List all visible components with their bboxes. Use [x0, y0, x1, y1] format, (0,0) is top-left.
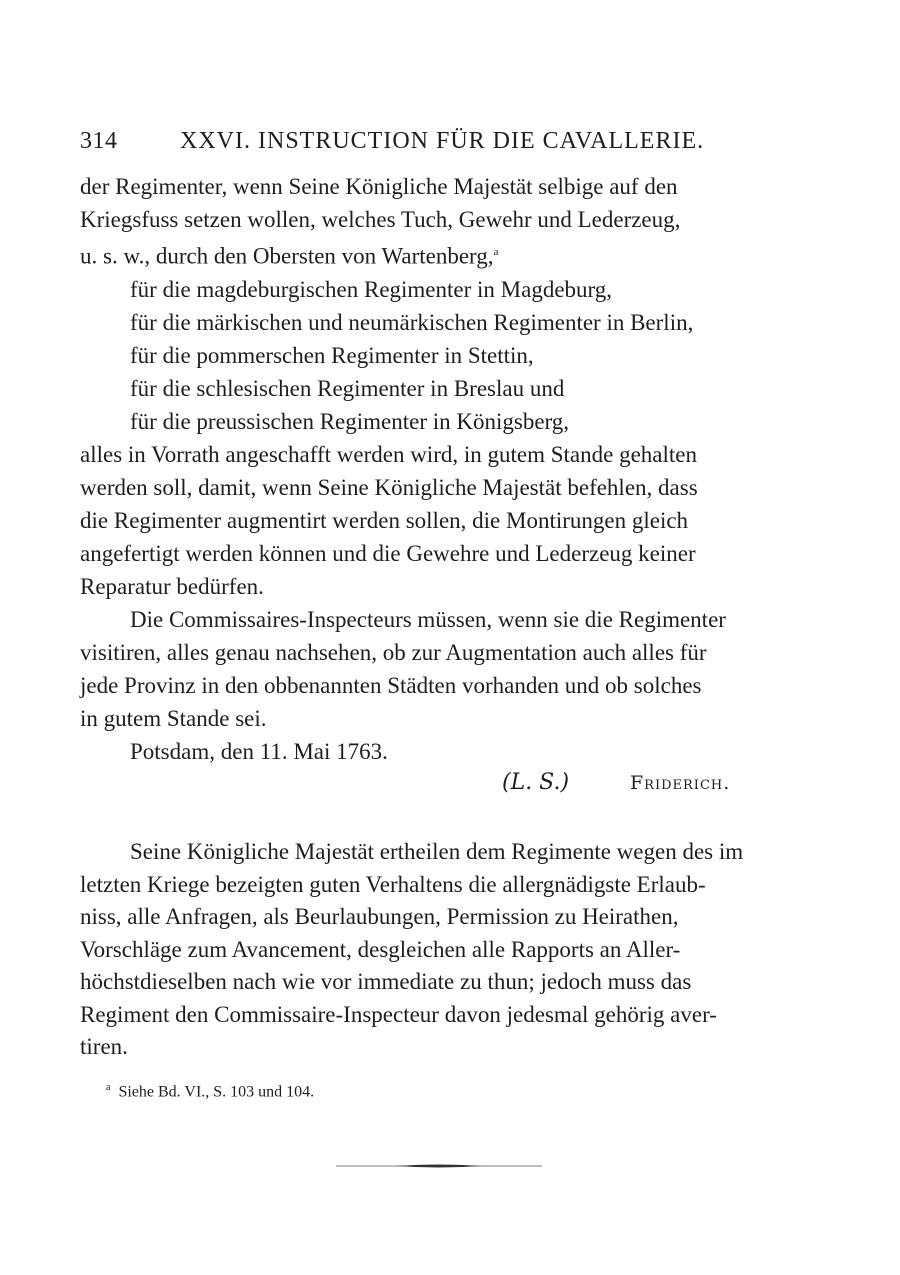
- text-line: die Regimenter augmentirt werden sollen, die Montirungen gleich: [80, 507, 689, 533]
- ornamental-rule: [336, 1163, 542, 1169]
- text-line: angefertigt werden können und die Gewehre und Lederzeug keiner: [80, 540, 696, 566]
- text-line: jede Provinz in den obbenannten Städten vorhanden und ob solches: [80, 672, 702, 698]
- text-line: Kriegsfuss setzen wollen, welches Tuch, Gewehr und Lederzeug,: [80, 207, 681, 232]
- chapter-title: XXVI. INSTRUCTION FÜR DIE CAVALLERIE.: [180, 128, 705, 154]
- running-header: [80, 128, 820, 164]
- page-number: 314: [80, 128, 118, 154]
- footnote: [106, 1082, 314, 1101]
- second-section: [80, 836, 812, 1064]
- text-line: höchstdieselben nach wie vor immediate zu thun; jedoch muss das: [80, 969, 692, 994]
- list-item: für die schlesischen Regimenter in Breslau und: [130, 375, 565, 401]
- text-line: werden soll, damit, wenn Seine Königliche Majestät befehlen, dass: [80, 474, 698, 500]
- list-item: für die pommerschen Regimenter in Stettin,: [130, 342, 534, 368]
- text-line: Seine Königliche Majestät ertheilen dem Regimente wegen des im: [130, 839, 744, 864]
- text-line: Vorschläge zum Avancement, desgleichen alle Rapports an Aller-: [80, 936, 681, 962]
- signature-block: [502, 770, 822, 795]
- text-line: alles in Vorrath angeschafft werden wird, in gutem Stande gehalten: [80, 441, 697, 467]
- main-text: [80, 170, 812, 768]
- text-line: [80, 236, 812, 273]
- date-line: Potsdam, den 11. Mai 1763.: [130, 738, 388, 764]
- text-line: der Regimenter, wenn Seine Königliche Majestät selbige auf den: [80, 174, 678, 199]
- list-item: für die märkischen und neumärkischen Regimenter in Berlin,: [130, 309, 694, 335]
- text-line: in gutem Stande sei.: [80, 705, 267, 731]
- footnote-marker: a: [106, 1082, 111, 1093]
- text-line: Regiment den Commissaire-Inspecteur davon jedesmal gehörig aver-: [80, 1001, 717, 1027]
- seal-mark: (L. S.): [502, 770, 570, 795]
- text-line: Die Commissaires-Inspecteurs müssen, wenn sie die Regimenter: [130, 606, 726, 632]
- text-line: tiren.: [80, 1034, 128, 1059]
- text-line: visitiren, alles genau nachsehen, ob zur Augmentation auch alles für: [80, 639, 707, 665]
- footnote-marker: a: [493, 246, 499, 258]
- footnote-text: Siehe Bd. VI., S. 103 und 104.: [118, 1083, 315, 1101]
- signatory-name: Friderich.: [630, 772, 731, 794]
- list-item: für die preussischen Regimenter in Königsberg,: [130, 408, 570, 434]
- text-line: niss, alle Anfragen, als Beurlaubungen, Permission zu Heirathen,: [80, 904, 679, 929]
- list-item: für die magdeburgischen Regimenter in Magdeburg,: [130, 276, 613, 302]
- text-line-content: u. s. w., durch den Obersten von Wartenberg,: [80, 243, 494, 269]
- text-line: Reparatur bedürfen.: [80, 573, 264, 599]
- text-line: letzten Kriege bezeigten guten Verhaltens die allergnädigste Erlaub-: [80, 871, 706, 897]
